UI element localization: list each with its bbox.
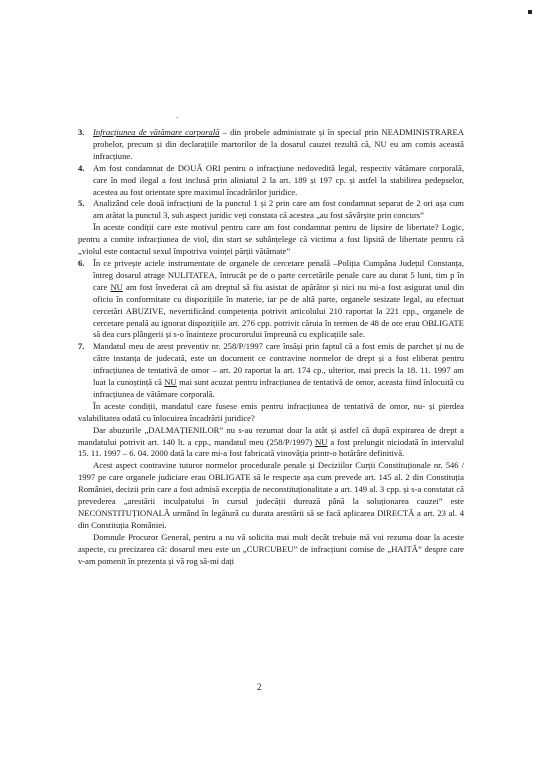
paragraph: În aceste condiții care este motivul pentru care am fost condamnat pentru de lipsire de libertate? Logic, pentru a comite infracțiunea de viol, din start se subânțelege că victima a fost lipsită de libertate pentru că „violul este contactul sexul împotriva voinței părții vătămate” — [78, 222, 464, 257]
page-number: 2 — [257, 682, 262, 692]
item-number: 4. — [78, 162, 85, 173]
underlined-nu: NU — [164, 377, 177, 388]
paragraph: Domnule Procuror General, pentru a nu vă solicita mai mult decât trebuie mă voi rezuma doar la aceste aspecte, cu precizarea că: dosarul meu este un „CURCUBEU” de infracțiuni comise de „HAITĂ” despre care v-am pomenit în prezenta și vă rog să-mi dați — [78, 531, 464, 566]
item-number: 5. — [78, 198, 85, 209]
item-number: 7. — [78, 341, 85, 352]
tick-mark: ˇ — [176, 116, 179, 124]
item-text: mai sunt acuzat pentru infracțiunea de tentativă de omor, aceasta fiind înlocuită cu infracțiunea de vătămare corporală. — [93, 377, 465, 399]
item-text: Analizând cele două infracțiuni de la punctul 1 și 2 prin care am fost condamnat separat de 2 ori așa cum am arătat la punctul 3, sub aspect juridic veți constata că acestea „au fost săvârșite prin concurs” — [93, 198, 464, 221]
item-text: În ce privește actele instrumentate de organele de cercetare penală –Poliția Cumpăna Județul Constanța, întreg dosarul atrage NULITATEA, întrucât pe de o parte cercetările penale care au durat 5 luni, tim p în care — [93, 257, 464, 292]
list-item-7 — [78, 341, 464, 401]
underlined-nu: NU — [315, 436, 328, 447]
list-item-3 — [78, 127, 464, 163]
paragraph-dalmatieni — [78, 425, 464, 461]
item-text: am fost învederat că am dreptul să fiu asistat de apărător și nici nu mi-a fost asigurat unul din oficiu în conformitate cu dispozițiile în materie, iar pe de altă parte, organele sesizate legal, au efectuat cercetări ABUZIVE, nevertificând competența potrivit articolului 210 raportat la 221 cpp., organele de cercetare penală au ignorat dispozițiile art. 276 cpp. potrivit căruia în termen de 48 de ore erau OBLIGATE să dea curs plângerii și s-o înainteze procurorului împreună cu explicațiile sale. — [93, 281, 464, 340]
item-text: Mandatul meu de arest preventiv nr. 258/P/1997 care însăși prin faptul că a fost emis de parchet și nu de către instanța de judecată, este un document ce contravine normelor de drept și a fost eliberat pentru infracțiunea de tentativă de omor – art. 20 raportat la art. 174 cp., ulterior, mai precis la 18. 11. 1997 am luat la cunoștință că — [93, 341, 464, 388]
item-text: – din probele administrate și în special prin NEADMINISTRAREA probelor, precum și din declarațiile martorilor de la dosarul cauzei rezultă că, NU eu am comis această infracțiune. — [93, 127, 464, 161]
paragraph-text: a fost prelungit niciodată în intervalul 15. 11. 1997 – 6. 04. 2000 dată la care mi-a fost fabricată vinovăția printr-o hotărâre definitivă. — [78, 436, 464, 459]
corner-mark — [528, 10, 532, 14]
item-number: 3. — [78, 127, 85, 137]
list-item-5 — [78, 198, 464, 222]
item-number: 6. — [78, 257, 85, 268]
list-item-6 — [78, 258, 464, 341]
underlined-nu: NU — [110, 281, 123, 292]
paragraph-text: Dar abuzurile „DALMAȚIENILOR” nu s-au rezumat doar la atât și astfel că după expirarea de drept a mandatului potrivit art. 140 lt. a cpp., mandatul meu (258/P/1997) — [78, 424, 464, 447]
item-text: Am fost condamnat de DOUĂ ORI pentru o infracțiune nedovedită legal, respectiv vătămare corporală, care în mod ilegal a fost inclusă prin aliniatul 2 la art. 189 și 197 cp. și astfel la stabilirea pedepselor, acestea au fost orientate spre maximul încadrărilor juridice. — [93, 162, 464, 197]
list-item-4 — [78, 163, 464, 199]
paragraph: Acest aspect contravine tuturor normelor procedurale penale și Deciziilor Curții Constituționale nr. 546 / 1997 pe care organele judiciare erau OBLIGATE să le respecte așa cum prevede art. 145 al. 2 din Constituția României, decizii prin care a fost admisă excepția de neconstituționalitate a art. 149 al. 3 cpp. și s-a constatat că prevederea „arestării inculpatului în cursul judecății durează până la soluționarea cauzei” este NECONSTITUȚIONALĂ urmând în legătură cu durata arestării să se facă aplicarea DIRECTĂ a art. 23 al. 4 din Constituția României. — [78, 460, 464, 530]
paragraph: În aceste condiții, mandatul care fusese emis pentru infracțiunea de tentativă de omor, nu- și pierdea valabilitatea odată cu înlocuirea încadrării juridice? — [78, 400, 464, 423]
item-title: Infracțiunea de vătămare corporală — [93, 127, 220, 137]
document-body — [78, 127, 464, 568]
